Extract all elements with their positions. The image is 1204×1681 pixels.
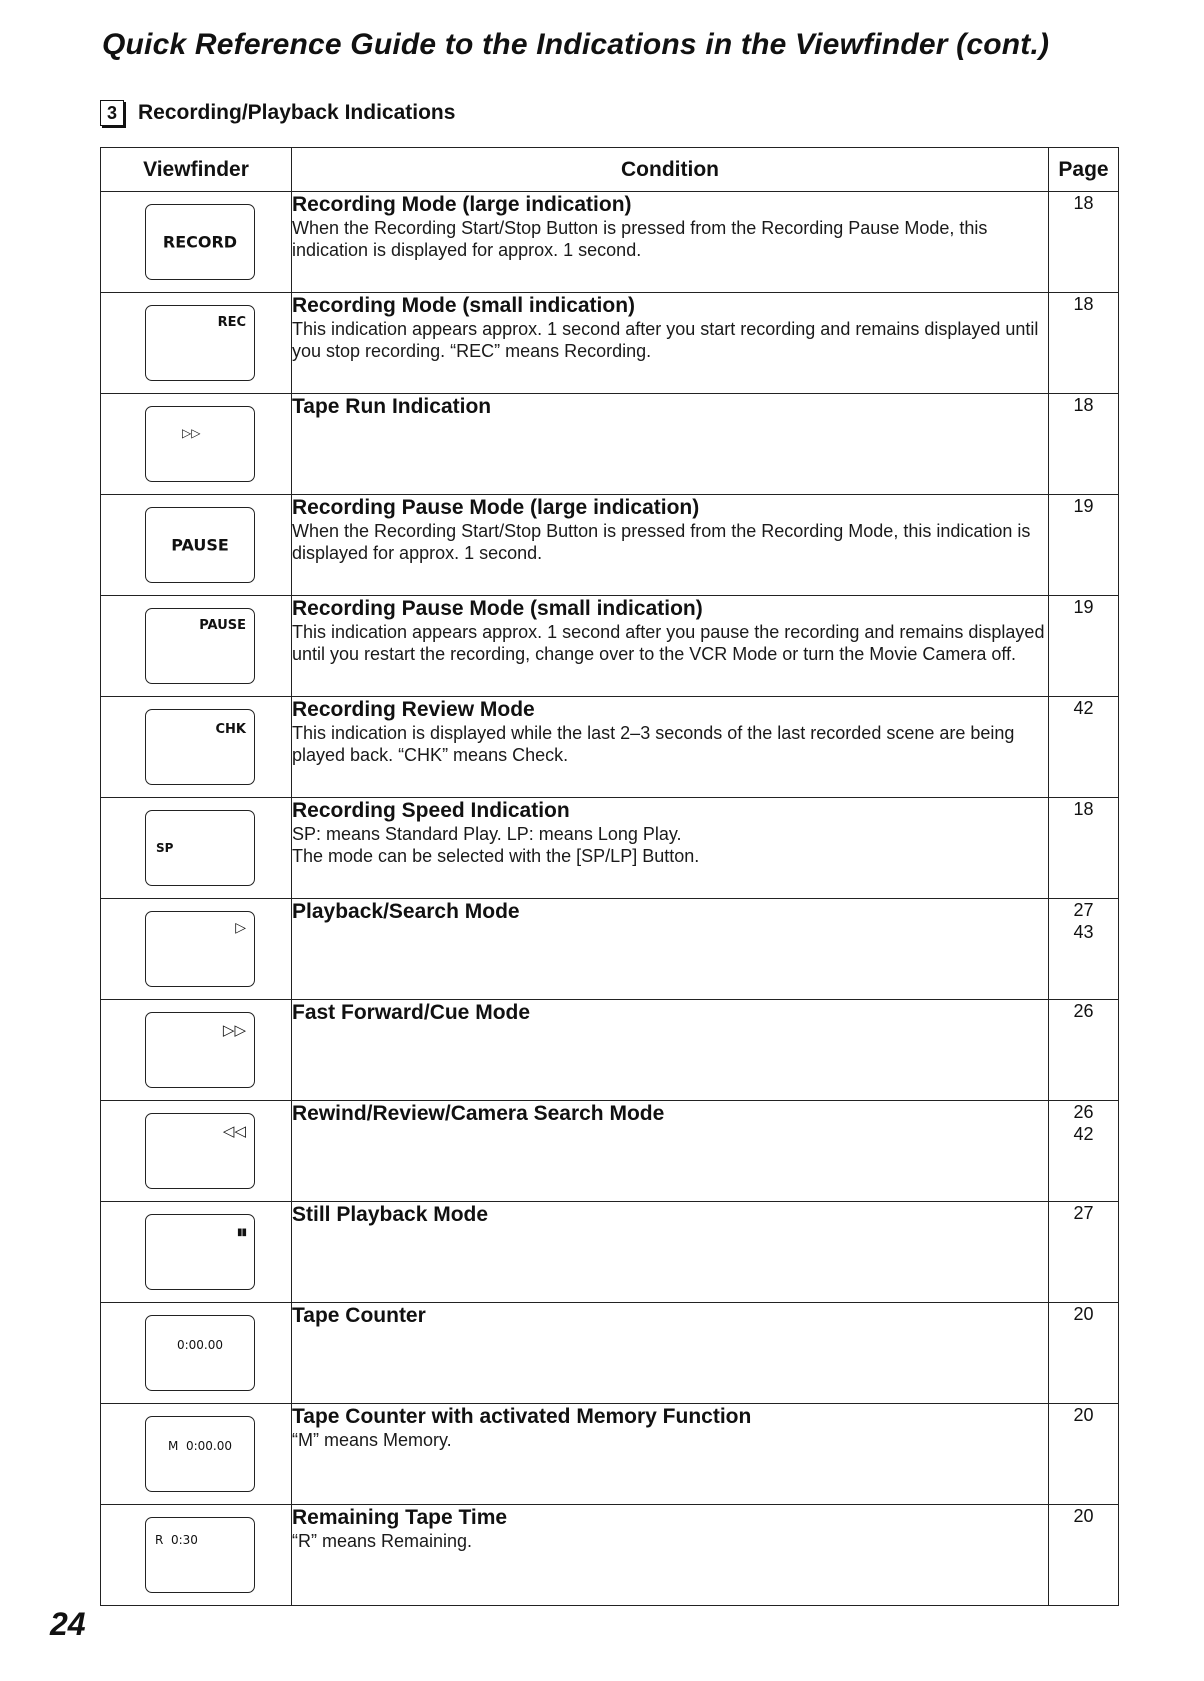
indications-table xyxy=(100,147,1119,1606)
condition-title: Tape Counter with activated Memory Function xyxy=(292,1405,752,1428)
viewfinder-cell xyxy=(101,394,292,495)
page-ref: 18 xyxy=(1073,799,1094,819)
page-ref: 26 xyxy=(1073,1102,1094,1122)
header-condition: Condition xyxy=(292,148,1049,192)
page-cell xyxy=(1049,899,1119,1000)
condition-cell xyxy=(292,293,1049,394)
viewfinder-screen xyxy=(145,204,255,280)
viewfinder-cell xyxy=(101,1303,292,1404)
page-cell xyxy=(1049,1505,1119,1606)
page-ref: 18 xyxy=(1073,193,1094,213)
table-row xyxy=(101,1000,1119,1101)
table-row xyxy=(101,293,1119,394)
page-ref: 42 xyxy=(1073,1124,1094,1144)
viewfinder-cell xyxy=(101,1000,292,1101)
condition-title: Fast Forward/Cue Mode xyxy=(292,1001,531,1024)
viewfinder-screen xyxy=(145,305,255,381)
page-ref: 20 xyxy=(1073,1405,1094,1425)
condition-cell xyxy=(292,697,1049,798)
viewfinder-cell xyxy=(101,1505,292,1606)
viewfinder-screen xyxy=(145,608,255,684)
page-cell xyxy=(1049,1000,1119,1101)
page-ref: 19 xyxy=(1073,496,1094,516)
condition-cell xyxy=(292,394,1049,495)
viewfinder-screen xyxy=(145,1517,255,1593)
viewfinder-screen xyxy=(145,1416,255,1492)
page-ref: 27 xyxy=(1073,900,1094,920)
page-ref: 20 xyxy=(1073,1506,1094,1526)
viewfinder-screen xyxy=(145,406,255,482)
viewfinder-indication: SP xyxy=(156,841,174,855)
viewfinder-screen xyxy=(145,911,255,987)
condition-cell xyxy=(292,798,1049,899)
condition-cell xyxy=(292,1202,1049,1303)
page-ref: 42 xyxy=(1073,698,1094,718)
condition-title: Recording Pause Mode (large indication) xyxy=(292,496,700,519)
viewfinder-cell xyxy=(101,899,292,1000)
viewfinder-screen xyxy=(145,1315,255,1391)
page-cell xyxy=(1049,1404,1119,1505)
page-cell xyxy=(1049,1303,1119,1404)
viewfinder-cell xyxy=(101,1404,292,1505)
page-cell xyxy=(1049,495,1119,596)
fast-forward-icon: ▷▷ xyxy=(222,1021,246,1039)
viewfinder-screen xyxy=(145,507,255,583)
condition-title: Recording Review Mode xyxy=(292,698,535,721)
table-header-row xyxy=(101,148,1119,192)
condition-cell xyxy=(292,899,1049,1000)
table-row xyxy=(101,899,1119,1000)
viewfinder-screen xyxy=(145,709,255,785)
condition-cell xyxy=(292,596,1049,697)
condition-title: Recording Pause Mode (small indication) xyxy=(292,597,703,620)
page-cell xyxy=(1049,394,1119,495)
condition-title: Recording Mode (large indication) xyxy=(292,193,632,216)
page-ref: 20 xyxy=(1073,1304,1094,1324)
condition-description: The mode can be selected with the [SP/LP] Button. xyxy=(292,846,700,866)
viewfinder-cell xyxy=(101,1101,292,1202)
section-title: Recording/Playback Indications xyxy=(138,101,456,124)
viewfinder-indication: R 0:30 xyxy=(155,1533,198,1547)
section-number: 3 xyxy=(100,100,124,126)
viewfinder-screen xyxy=(145,1214,255,1290)
page-cell xyxy=(1049,697,1119,798)
page-title: Quick Reference Guide to the Indications in the Viewfinder (cont.) xyxy=(102,28,1050,61)
condition-cell xyxy=(292,1404,1049,1505)
table-row xyxy=(101,495,1119,596)
condition-title: Recording Mode (small indication) xyxy=(292,294,636,317)
viewfinder-cell xyxy=(101,697,292,798)
table-row xyxy=(101,1101,1119,1202)
condition-title: Rewind/Review/Camera Search Mode xyxy=(292,1102,665,1125)
viewfinder-cell xyxy=(101,1202,292,1303)
section-heading xyxy=(100,100,455,126)
condition-cell xyxy=(292,1303,1049,1404)
table-row xyxy=(101,1505,1119,1606)
viewfinder-cell xyxy=(101,798,292,899)
page-ref: 18 xyxy=(1073,294,1094,314)
viewfinder-indication: PAUSE xyxy=(171,535,229,555)
condition-description: This indication is displayed while the last 2–3 seconds of the last recorded scene are being played back. “CHK” means Check. xyxy=(292,723,1015,765)
condition-title: Still Playback Mode xyxy=(292,1203,489,1226)
page-cell xyxy=(1049,192,1119,293)
condition-cell xyxy=(292,495,1049,596)
tape-run-icon: ▷▷ xyxy=(182,426,201,440)
table-row xyxy=(101,1202,1119,1303)
viewfinder-indication: PAUSE xyxy=(199,618,246,633)
page-cell xyxy=(1049,798,1119,899)
table-row xyxy=(101,1303,1119,1404)
condition-cell xyxy=(292,192,1049,293)
page-cell xyxy=(1049,1101,1119,1202)
viewfinder-screen xyxy=(145,1113,255,1189)
condition-description: “M” means Memory. xyxy=(292,1430,452,1450)
pause-icon: ▮▮ xyxy=(236,1227,246,1238)
condition-description: This indication appears approx. 1 second after you start recording and remains displayed until you stop recording. “REC” means Recording. xyxy=(292,319,1039,361)
viewfinder-indication: CHK xyxy=(215,722,246,737)
page-number: 24 xyxy=(50,1606,86,1642)
viewfinder-cell xyxy=(101,192,292,293)
viewfinder-indication: RECORD xyxy=(162,232,238,252)
table-row xyxy=(101,394,1119,495)
viewfinder-indication: M 0:00.00 xyxy=(167,1439,232,1453)
page-ref: 26 xyxy=(1073,1001,1094,1021)
condition-cell xyxy=(292,1101,1049,1202)
condition-description: “R” means Remaining. xyxy=(292,1531,473,1551)
table-row xyxy=(101,798,1119,899)
page-cell xyxy=(1049,596,1119,697)
header-viewfinder: Viewfinder xyxy=(101,148,292,192)
header-page: Page xyxy=(1049,148,1119,192)
table-row xyxy=(101,1404,1119,1505)
page-ref: 43 xyxy=(1073,922,1094,942)
page-ref: 18 xyxy=(1073,395,1094,415)
condition-title: Playback/Search Mode xyxy=(292,900,520,923)
viewfinder-indication: REC xyxy=(217,315,246,330)
condition-cell xyxy=(292,1505,1049,1606)
viewfinder-indication: 0:00.00 xyxy=(176,1338,224,1352)
table-row xyxy=(101,596,1119,697)
viewfinder-screen xyxy=(145,810,255,886)
page-cell xyxy=(1049,1202,1119,1303)
viewfinder-cell xyxy=(101,596,292,697)
condition-description: SP: means Standard Play. LP: means Long Play. xyxy=(292,824,682,844)
viewfinder-cell xyxy=(101,495,292,596)
table-row xyxy=(101,192,1119,293)
condition-title: Tape Counter xyxy=(292,1304,426,1327)
play-icon: ▷ xyxy=(235,920,246,936)
viewfinder-screen xyxy=(145,1012,255,1088)
condition-description: This indication appears approx. 1 second after you pause the recording and remains displayed until you restart the recording, change over to the VCR Mode or turn the Movie Camera off. xyxy=(292,622,1045,664)
condition-cell xyxy=(292,1000,1049,1101)
page-ref: 27 xyxy=(1073,1203,1094,1223)
viewfinder-cell xyxy=(101,293,292,394)
page-cell xyxy=(1049,293,1119,394)
condition-description: When the Recording Start/Stop Button is pressed from the Recording Pause Mode, this indication is displayed for approx. 1 second. xyxy=(292,218,988,260)
condition-description: When the Recording Start/Stop Button is pressed from the Recording Mode, this indication is displayed for approx. 1 second. xyxy=(292,521,1031,563)
table-row xyxy=(101,697,1119,798)
rewind-icon: ◁◁ xyxy=(222,1122,246,1140)
condition-title: Tape Run Indication xyxy=(292,395,492,418)
condition-title: Remaining Tape Time xyxy=(292,1506,508,1529)
condition-title: Recording Speed Indication xyxy=(292,799,570,822)
page-ref: 19 xyxy=(1073,597,1094,617)
